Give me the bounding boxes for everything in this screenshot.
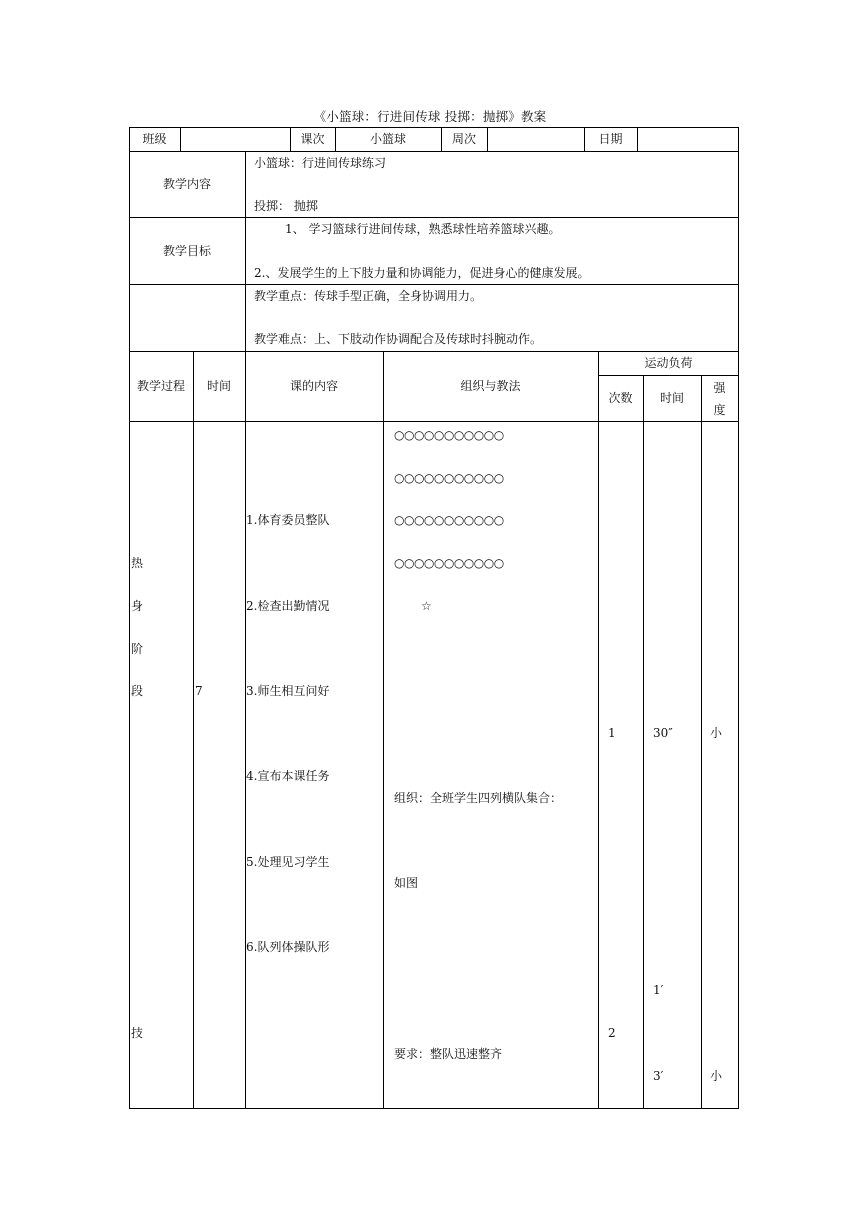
warmup-item-1: 1.体育委员整队 — [246, 513, 330, 527]
column-time: 时间 — [206, 379, 231, 393]
formation-row-3: ○○○○○○○○○○○ — [394, 513, 504, 527]
warmup-item-6: 6.队列体操队形 — [246, 940, 330, 954]
stage-char-1: 热 — [131, 556, 144, 570]
formation-row-2: ○○○○○○○○○○○ — [394, 471, 504, 485]
warmup-item-5: 5.处理见习学生 — [246, 855, 330, 869]
column-load-time: 时间 — [659, 391, 684, 405]
lesson-label: 课次 — [300, 132, 325, 146]
skill-stage-char: 技 — [131, 1026, 144, 1040]
objective-2: 2.、发展学生的上下肢力量和协调能力，促进身心的健康发展。 — [254, 266, 590, 280]
column-content: 课的内容 — [289, 379, 338, 393]
class-label: 班级 — [142, 132, 167, 146]
skill-duration-1: 1′ — [653, 983, 664, 997]
warmup-item-2: 2.检查出勤情况 — [246, 599, 330, 613]
warmup-item-3: 3.师生相互问好 — [246, 684, 330, 698]
column-intensity-1: 强 — [713, 381, 726, 395]
formation-row-4: ○○○○○○○○○○○ — [394, 556, 504, 570]
stage-char-2: 身 — [131, 599, 144, 613]
skill-count: 2 — [608, 1026, 616, 1040]
teaching-difficulty: 教学难点：上、下肢动作协调配合及传球时抖腕动作。 — [254, 332, 543, 346]
organization-figure-note: 如图 — [394, 876, 419, 890]
column-count: 次数 — [608, 391, 633, 405]
content-line-2: 投掷： 抛掷 — [254, 199, 318, 213]
column-load: 运动负荷 — [644, 356, 693, 370]
warmup-intensity: 小 — [710, 726, 723, 740]
week-label: 周次 — [451, 132, 476, 146]
organization-text: 组织：全班学生四列横队集合： — [394, 791, 563, 805]
objective-1: 1、 学习篮球行进间传球，熟悉球性培养篮球兴趣。 — [285, 222, 561, 236]
teacher-star-icon: ☆ — [421, 599, 432, 613]
column-intensity-2: 度 — [713, 403, 726, 417]
lesson-value: 小篮球 — [369, 132, 406, 146]
column-process: 教学过程 — [136, 379, 185, 393]
warmup-count: 1 — [608, 726, 616, 740]
skill-duration-2: 3′ — [653, 1069, 664, 1083]
document-title: 《小篮球：行进间传球 投掷：抛掷》教案 — [313, 109, 547, 124]
warmup-time: 7 — [195, 684, 203, 698]
content-label: 教学内容 — [162, 177, 211, 191]
warmup-duration: 30″ — [653, 726, 673, 740]
content-line-1: 小篮球：行进间传球练习 — [254, 156, 387, 170]
requirement-text: 要求：整队迅速整齐 — [394, 1047, 503, 1061]
skill-intensity: 小 — [710, 1069, 723, 1083]
stage-char-3: 阶 — [131, 642, 144, 656]
warmup-item-4: 4.宣布本课任务 — [246, 769, 330, 783]
column-organization: 组织与教法 — [460, 379, 521, 393]
formation-row-1: ○○○○○○○○○○○ — [394, 428, 504, 442]
stage-char-4: 段 — [131, 684, 144, 698]
date-label: 日期 — [598, 132, 623, 146]
teaching-focus: 教学重点：传球手型正确，全身协调用力。 — [254, 289, 483, 303]
objectives-label: 教学目标 — [162, 244, 211, 258]
